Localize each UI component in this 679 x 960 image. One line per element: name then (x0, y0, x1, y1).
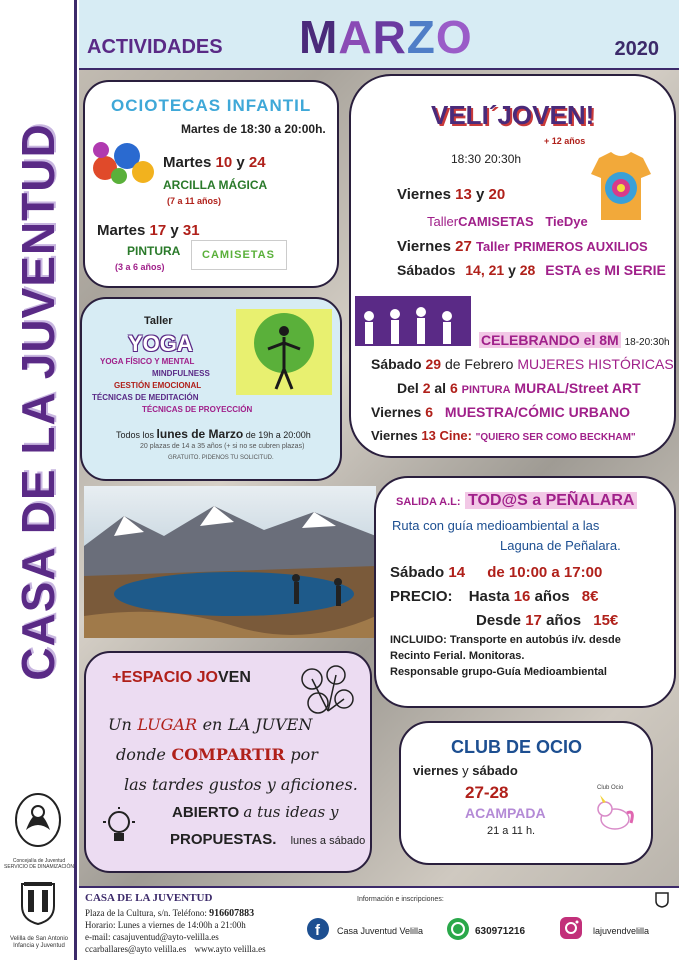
espacio-box (84, 651, 372, 873)
footer-hours: Horario: Lunes a viernes de 14:00h a 21:00h (85, 920, 246, 930)
cel-r1-month: de Febrero (444, 356, 514, 372)
espacio-l1d: LA JUVEN (227, 715, 313, 734)
veli-r1-y: y (475, 186, 485, 203)
ocio-b-day: Martes (97, 222, 146, 239)
club-img-text: Club Ocio (597, 785, 624, 791)
salida-day: Sábado (390, 564, 445, 581)
header (79, 0, 679, 70)
yoga-taller: Taller (144, 315, 173, 327)
salida-p2-price: 15€ (593, 612, 619, 629)
lightbulb-icon (102, 807, 136, 847)
yoga-item-4: TÉCNICAS DE MEDITACIÓN (92, 393, 199, 402)
salida-p2-a: Desde (476, 612, 522, 629)
header-activities: ACTIVIDADES (87, 36, 223, 58)
salida-route-2: Laguna de Peñalara. (500, 538, 621, 553)
yoga-gratuito: GRATUITO. PIDENOS TU SOLICITUD. (168, 455, 274, 461)
month-letter: Z (406, 11, 436, 63)
ocio-a-age: (7 a 11 años) (167, 196, 222, 206)
club-title: CLUB DE OCIO (451, 737, 583, 757)
salida-title: TOD@S a PEÑALARA (465, 492, 637, 509)
espacio-l4b: a tus ideas y (243, 803, 339, 821)
cel-r1-act: MUJERES HISTÓRICAS (517, 356, 674, 372)
ocio-a-n2: 24 (248, 154, 266, 171)
espacio-l2a: donde (116, 745, 166, 764)
ocio-a-y: y (236, 154, 245, 171)
espacio-plus: + (112, 669, 122, 686)
veli-r2 (427, 214, 588, 229)
veli-r1-n2: 20 (488, 186, 506, 203)
espacio-l1a: Un (108, 715, 132, 734)
cel-r1-day: Sábado (371, 356, 422, 372)
tiedye-shirt-image (589, 150, 653, 222)
veli-r1-n1: 13 (455, 186, 472, 203)
month-letter: A (338, 11, 373, 63)
veli-r4-nums: 14, 21 (465, 262, 505, 278)
footer-whatsapp[interactable]: 630971216 (475, 926, 526, 937)
veli-r4-act: ESTA es MI SERIE (545, 262, 666, 278)
instagram-icon[interactable] (559, 916, 583, 940)
cel-r2-b: MURAL/Street ART (514, 380, 641, 396)
yoga-item-2: MINDFULNESS (152, 369, 210, 378)
cel-r4-act: "QUIERO SER COMO BECKHAM" (475, 432, 636, 443)
espacio-l2 (116, 745, 318, 764)
month-letter: O (435, 11, 473, 63)
club-box (399, 721, 653, 865)
club-days-a: viernes (413, 763, 459, 778)
footer-web[interactable]: www.ayto velilla.es (194, 944, 266, 954)
veli-r3-n: 27 (455, 238, 472, 255)
footer-email-line (85, 932, 219, 942)
cel-r2-del: Del (397, 380, 419, 396)
salida-time: de 10:00 a 17:00 (487, 564, 603, 581)
yoga-plazas: 20 plazas de 14 a 35 años (+ si no se cubren plazas) (140, 443, 305, 450)
veli-r2-a: Taller (427, 214, 459, 229)
veli-r3 (397, 238, 648, 255)
cel-r3 (371, 404, 630, 420)
ocio-b-n1: 17 (149, 222, 167, 239)
footer (79, 886, 679, 960)
footer-address (85, 908, 254, 919)
espacio-l3: las tardes gustos y aficiones. (124, 775, 358, 794)
veli-r2-b: CAMISETAS (458, 214, 534, 229)
month-letter: R (372, 11, 407, 63)
celebrando-time: 18-20:30h (624, 337, 670, 348)
salida-header (396, 492, 637, 510)
logo2-line2: Infancia y Juventud (13, 943, 65, 949)
footer-info: Información e inscripciones: (357, 896, 444, 903)
ocio-b-n2: 31 (182, 222, 200, 239)
cel-r2-a: PINTURA (461, 384, 511, 396)
cel-r1 (371, 356, 674, 372)
cel-r2-n2: 6 (449, 380, 458, 396)
cel-r2-al: al (434, 380, 447, 396)
club-days-b: sábado (472, 763, 518, 778)
cel-r4-n: 13 (421, 428, 436, 443)
ocio-b-age: (3 a 6 años) (115, 262, 165, 272)
espacio-title (112, 669, 251, 687)
cel-r3-n: 6 (425, 404, 434, 420)
yoga-when-c: de 19h a 20:00h (245, 430, 311, 440)
veli-r1 (397, 186, 505, 203)
club-time: 21 a 11 h. (487, 825, 536, 837)
ocio-b-line (97, 222, 200, 239)
salida-incl-1: INCLUIDO: Transporte en autobús i/v. desde (390, 634, 621, 646)
penalara-lake-photo (84, 486, 376, 638)
espacio-l1c: en (202, 715, 223, 734)
club-days (413, 763, 518, 778)
yoga-item-1: YOGA FÍSICO Y MENTAL (100, 357, 195, 366)
ociotecas-title: OCIOTECAS INFANTIL (111, 96, 312, 115)
salida-price-1 (390, 588, 598, 605)
veli-r4-n: 28 (519, 262, 536, 278)
espacio-title-a: ESPACIO JO (121, 669, 218, 686)
espacio-l2c: por (290, 745, 318, 764)
club-activity: ACAMPADA (465, 805, 546, 821)
yoga-when-a: Todos los (116, 430, 155, 440)
youth-council-logo (12, 790, 64, 850)
logo1-line1: Concejalía de Juventud (12, 858, 66, 864)
yoga-when (116, 427, 311, 441)
logo2-line1: Velilla de San Antonio (9, 936, 69, 942)
footer-email2[interactable]: ccarballares@ayto velilla.es (85, 944, 187, 954)
women-silhouettes-image (355, 296, 471, 346)
cel-r1-n: 29 (425, 356, 442, 372)
espacio-l4a: ABIERTO (172, 804, 240, 821)
salida-label: SALIDA A.L: (396, 496, 461, 508)
salida-p1-b: años (534, 588, 570, 605)
cel-r3-act: MUESTRA/CÓMIC URBANO (444, 404, 631, 420)
footer-phone: 916607883 (209, 908, 255, 919)
header-month (299, 10, 473, 64)
footer-addr: Plaza de la Cultura, s/n. Teléfono: (85, 908, 207, 918)
yoga-item-5: TÉCNICAS DE PROYECCIÓN (142, 405, 253, 414)
espacio-l1 (108, 715, 312, 734)
camisetas-image-text: CAMISETAS (202, 249, 275, 261)
veli-r4-day: Sábados (397, 262, 456, 278)
yoga-title: YOGA (128, 331, 193, 356)
velijoven-age: + 12 años (544, 136, 586, 146)
ocio-a-activity: ARCILLA MÁGICA (163, 178, 268, 192)
town-shield-icon (20, 880, 56, 926)
espacio-l5a: PROPUESTAS. (170, 831, 277, 848)
salida-price-2 (476, 612, 618, 629)
salida-route-1: Ruta con guía medioambiental a las (392, 518, 600, 533)
sidebar (0, 0, 77, 960)
salida-n: 14 (448, 564, 466, 581)
yoga-box (80, 297, 342, 481)
veli-r1-day: Viernes (397, 186, 451, 203)
cel-r2-n1: 2 (422, 380, 431, 396)
club-days-y: y (462, 763, 469, 778)
cel-r2 (397, 380, 641, 396)
veli-r4 (397, 262, 666, 278)
ocio-b-activity: PINTURA (127, 244, 181, 258)
yoga-item-3: GESTIÓN EMOCIONAL (114, 381, 202, 390)
vertical-title: CASA DE LA JUVENTUD (12, 123, 64, 681)
veli-r3-b: PRIMEROS AUXILIOS (513, 239, 648, 254)
velijoven-time: 18:30 20:30h (451, 152, 522, 166)
ocio-b-y: y (170, 222, 179, 239)
flower-doodle-image (292, 659, 362, 721)
celebrando-line (479, 332, 670, 348)
town-crest-icon (655, 892, 669, 908)
salida-incl-2: Recinto Ferial. Monitoras. (390, 650, 525, 662)
velijoven-box (349, 74, 676, 458)
veli-r2-c: TieDye (545, 214, 588, 229)
balls-image (91, 138, 157, 186)
celebrando-title: CELEBRANDO el 8M (481, 332, 619, 348)
espacio-l4 (172, 803, 338, 821)
salida-p2-b: años (546, 612, 582, 629)
ociotecas-box (83, 80, 339, 288)
footer-org: CASA DE LA JUVENTUD (85, 892, 213, 904)
logo2-caption (2, 936, 76, 950)
salida-box (374, 476, 676, 708)
camisetas-image (191, 240, 287, 270)
yoga-when-b: lunes de Marzo (156, 427, 244, 441)
salida-incl-3: Responsable grupo-Guía Medioambiental (390, 666, 607, 678)
ocio-a-n1: 10 (215, 154, 233, 171)
logo1-caption (4, 858, 74, 870)
velijoven-title: VELI´JOVEN! (431, 100, 595, 130)
footer-email[interactable]: casajuventud@ayto-velilla.es (112, 932, 219, 942)
ociotecas-schedule: Martes de 18:30 a 20:00h. (181, 122, 326, 136)
whatsapp-icon[interactable] (447, 918, 469, 940)
salida-p1-a: Hasta (468, 588, 510, 605)
footer-facebook[interactable]: Casa Juventud Velilla (337, 926, 424, 936)
salida-date (390, 564, 602, 581)
cel-r4-day: Viernes (371, 428, 418, 443)
footer-instagram[interactable]: lajuvendvelilla (593, 926, 650, 936)
unicorn-image (591, 793, 637, 833)
salida-p1-n: 16 (513, 588, 531, 605)
veli-r3-a: Taller (475, 239, 510, 254)
svg-text:f: f (315, 922, 320, 939)
header-year: 2020 (614, 38, 659, 60)
espacio-title-b: VEN (217, 669, 251, 686)
veli-r4-y: y (508, 262, 516, 278)
ocio-a-day: Martes (163, 154, 212, 171)
salida-precio: PRECIO: (390, 588, 453, 605)
cel-r4-cine: Cine: (439, 428, 472, 443)
logo1-line2: SERVICIO DE DINAMIZACIÓN (4, 864, 74, 870)
espacio-l5b: lunes a sábado (290, 835, 366, 847)
footer-email-label: e-mail: (85, 932, 111, 942)
club-dates: 27-28 (465, 783, 509, 802)
veli-r3-day: Viernes (397, 238, 451, 255)
espacio-l2b: COMPARTIR (171, 745, 285, 764)
salida-p1-price: 8€ (581, 588, 599, 605)
yoga-tree-image (236, 309, 332, 395)
month-letter: M (299, 11, 339, 63)
salida-p2-n: 17 (525, 612, 542, 629)
cel-r3-day: Viernes (371, 404, 422, 420)
facebook-icon[interactable] (307, 918, 329, 940)
ocio-a-line (163, 154, 266, 171)
espacio-l5 (170, 831, 365, 848)
espacio-l1b: LUGAR (137, 715, 197, 734)
cel-r4 (371, 428, 636, 443)
footer-email2-line (85, 944, 266, 954)
